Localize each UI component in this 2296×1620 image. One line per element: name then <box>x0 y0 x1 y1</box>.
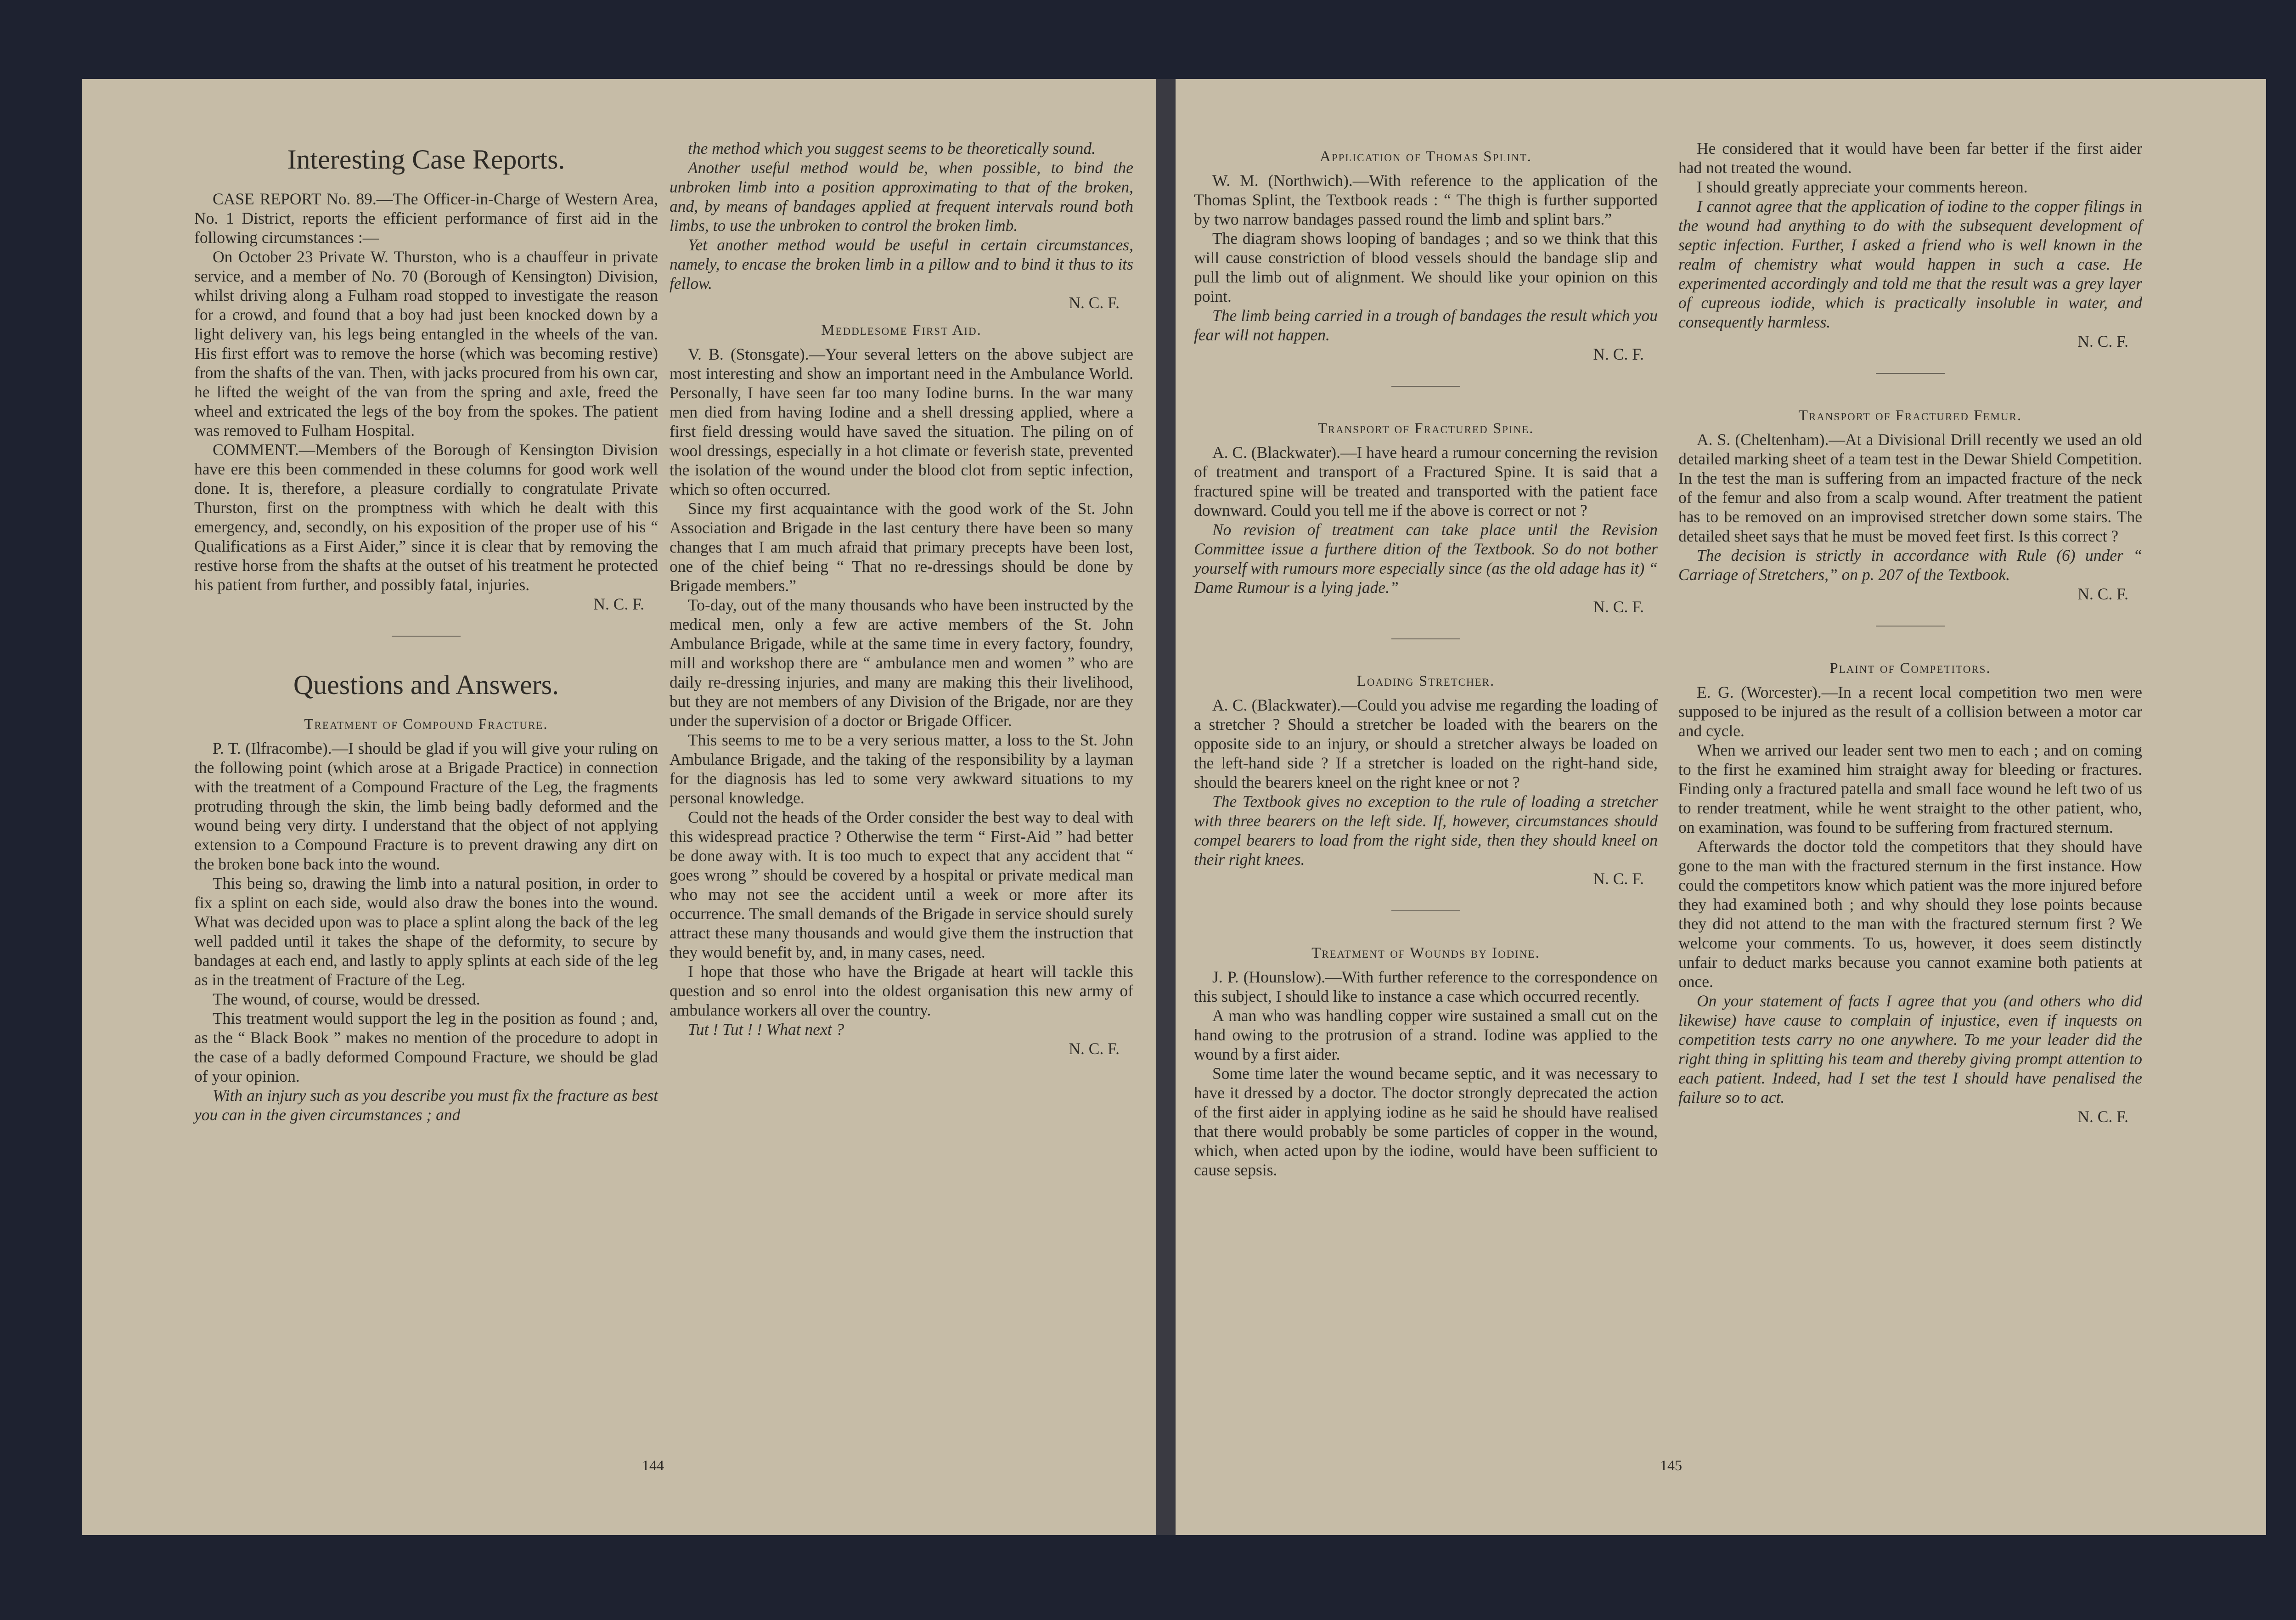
paragraph: He considered that it would have been far better if the first aider had not treated the wound. <box>1678 139 2142 177</box>
article-heading: Transport of Fractured Spine. <box>1317 420 1534 437</box>
paragraph: A. S. (Cheltenham).—At a Divisional Drill recently we used an old detailed marking sheet of a team test in the Dewar Shield Competition. In the test the man is suffering from an impacted fracture of the neck of the femur and also from a scalp wound. After treatment the patient has to be removed on an improvised stretcher down some stairs. The detailed sheet says that he must be moved feet first. Is this correct ? <box>1678 430 2142 545</box>
editor-signature: N. C. F. <box>593 595 644 613</box>
editor-signature: N. C. F. <box>1593 345 1644 363</box>
editor-reply: With an injury such as you describe you must fix the fracture as best you can in the given circumstances ; and <box>194 1086 658 1124</box>
left-column-1 <box>194 139 658 1124</box>
editor-reply: I cannot agree that the application of iodine to the copper filings in the wound had anything to do with the subsequent development of septic infection. Further, I asked a friend who is well known in the realm of chemistry what would happen in such a case. He experimented accordingly and told me that the result was a grey layer of cupreous iodide, which is practically insoluble in water, and consequently harmless. <box>1678 197 2142 331</box>
section-divider <box>1391 638 1460 639</box>
paragraph: Afterwards the doctor told the competitors that they should have gone to the man with the fractured sternum in the first instance. How could the competitors know which patient was the more injured before they had examined both ; and why should they lose points because they did not attend to the man with the fractured sternum first ? We welcome your comments. To us, however, it does seem distinctly unfair to deduct marks because you cannot examine both patients at once. <box>1678 837 2142 991</box>
editor-reply: the method which you suggest seems to be theoretically sound. <box>688 139 1096 158</box>
paragraph: To-day, out of the many thousands who have been instructed by the medical men, only a few are active members of the St. John Ambulance Brigade, while at the same time in every factory, foundry, mill and workshop there are “ ambulance men and women ” who are daily re-dressing injuries, and many are making this their livelihood, but they are not members of any Division of the Brigade, nor are they under the supervision of a doctor or Brigade Officer. <box>670 596 1133 730</box>
article-heading: Treatment of Wounds by Iodine. <box>1311 945 1540 961</box>
page-number-right: 145 <box>1660 1457 1682 1473</box>
editor-reply: Another useful method would be, when possible, to bind the unbroken limb into a position approximating to that of the broken, and, by means of bandages applied at frequent intervals round both limbs, to use the unbroken to control the broken limb. <box>670 158 1133 235</box>
paragraph: Could not the heads of the Order consider the best way to deal with this widespread practice ? Otherwise the term “ First-Aid ” had better be done away with. It is too much to expect that any accident that “ goes wrong ” should be covered by a hospital or private medical man who may not see the accident until a week or more after its occurrence. The small demands of the Brigade in service should surely attract these many thousands and would give them the instruction that they would benefit by, and, in many cases, need. <box>670 808 1133 961</box>
paragraph: On October 23 Private W. Thurston, who is a chauffeur in private service, and a member of No. 70 (Borough of Kensington) Division, whilst driving along a Fulham road stopped to investigate the reason for a crowd, and found that a boy had just been knocked down by a light delivery van, his legs being entangled in the wheels of the van. His first effort was to remove the horse (which was becoming restive) from the shafts of the van. Then, with jacks procured from his own car, he lifted the weight of the van from the spring and axle, freed the wheel and extricated the legs of the boy from the spokes. The patient was removed to Fulham Hospital. <box>194 248 658 440</box>
paragraph: The diagram shows looping of bandages ; and so we think that this will cause constriction of blood vessels should the bandage slip and pull the limb out of alignment. We should like your opinion on this point. <box>1194 229 1658 305</box>
section-heading: Questions and Answers. <box>293 670 559 700</box>
book-gutter <box>1156 79 1176 1535</box>
section-divider <box>1876 373 1945 374</box>
section-divider <box>1391 386 1460 387</box>
right-column-1 <box>1194 139 1658 1180</box>
editor-signature: N. C. F. <box>1593 869 1644 888</box>
paragraph: I hope that those who have the Brigade at heart will tackle this question and so enrol into the oldest organisation this new army of ambulance workers all over the country. <box>670 962 1133 1019</box>
editor-reply: The Textbook gives no exception to the rule of loading a stretcher with three bearers on the left side. If, however, circumstances should compel bearers to load from the right side, then they should kneel on their right knees. <box>1194 792 1658 869</box>
right-column-2 <box>1678 139 2142 1126</box>
paragraph: W. M. (Northwich).—With reference to the application of the Thomas Splint, the Textbook reads : “ The thigh is further supported by two narrow bandages passed round the limb and splint bars.” <box>1194 171 1658 228</box>
paragraph: When we arrived our leader sent two men to each ; and on coming to the first he examined him straight away for bleeding or fractures. Finding only a fractured patella and small face wound he left two of us to render treatment, while he went straight to the other patient, who, on examination, was found to be suffering from fractured sternum. <box>1678 741 2142 836</box>
editor-signature: N. C. F. <box>2077 332 2128 350</box>
paragraph: J. P. (Hounslow).—With further reference to the correspondence on this subject, I should like to instance a case which occurred recently. <box>1194 968 1658 1005</box>
paragraph: A man who was handling copper wire sustained a small cut on the hand owing to the protrusion of a strand. Iodine was applied to the wound by a first aider. <box>1194 1006 1658 1063</box>
editor-signature: N. C. F. <box>1593 598 1644 616</box>
article-heading: Plaint of Competitors. <box>1829 660 1991 677</box>
paragraph: Since my first acquaintance with the good work of the St. John Association and Brigade in the last century there have been so many changes that I am much afraid that primary precepts have been lost, one of the chief being “ That no re-dressings should be done by Brigade members.” <box>670 499 1133 595</box>
article-heading: Loading Stretcher. <box>1356 673 1495 689</box>
paragraph: This treatment would support the leg in the position as found ; and, as the “ Black Book ” makes no mention of the procedure to adopt in the case of a badly deformed Compound Fracture, we should be glad of your opinion. <box>194 1009 658 1085</box>
paragraph: A. C. (Blackwater).—Could you advise me regarding the loading of a stretcher ? Should a stretcher be loaded with the bearers on the opposite side to an injury, or should a stretcher always be loaded on the left-hand side ? If a stretcher is loaded on the right-hand side, should the bearers kneel on the right knee or not ? <box>1194 696 1658 791</box>
editor-signature: N. C. F. <box>2077 1107 2128 1126</box>
page-number-left: 144 <box>642 1457 664 1473</box>
right-page <box>1176 79 2266 1535</box>
article-heading: Treatment of Compound Fracture. <box>304 716 548 733</box>
editor-signature: N. C. F. <box>2077 585 2128 603</box>
editor-reply: The decision is strictly in accordance with Rule (6) under “ Carriage of Stretchers,” on p. 207 of the Textbook. <box>1678 546 2142 584</box>
editor-reply: On your statement of facts I agree that you (and others who did likewise) have cause to complain of injustice, even if inquests on competition tests carry no one anywhere. To me your leader did the right thing in splitting his team and thereby giving prompt attention to each patient. Indeed, had I set the test I should have penalised the failure so to act. <box>1678 992 2142 1106</box>
paragraph: This being so, drawing the limb into a natural position, in order to fix a splint on each side, would also draw the bones into the wound. What was decided upon was to place a splint along the back of the leg well padded until it takes the shape of the deformity, to secure by bandages at each end, and lastly to apply splints at each side of the leg as in the treatment of Fracture of the Leg. <box>194 874 658 989</box>
editor-reply: The limb being carried in a trough of bandages the result which you fear will not happen. <box>1194 306 1658 344</box>
article-heading: Transport of Fractured Femur. <box>1798 407 2022 424</box>
editor-reply: Yet another method would be useful in certain circumstances, namely, to encase the broken limb in a pillow and to bind it thus to its fellow. <box>670 236 1133 293</box>
paragraph: I should greatly appreciate your comments hereon. <box>1697 178 2028 196</box>
left-page <box>82 79 1156 1535</box>
editor-reply: No revision of treatment can take place until the Revision Committee issue a furthere dition of the Textbook. So do not bother yourself with rumours more especially since (as the old adage has it) “ Dame Rumour is a lying jade.” <box>1194 520 1658 597</box>
paragraph: A. C. (Blackwater).—I have heard a rumour concerning the revision of treatment and transport of a Fractured Spine. It is said that a fractured spine will be treated and transported with the patient face downward. Could you tell me if the above is correct or not ? <box>1194 443 1658 519</box>
editor-reply: Tut ! Tut ! ! What next ? <box>688 1020 844 1039</box>
section-divider <box>1876 626 1945 627</box>
paragraph: COMMENT.—Members of the Borough of Kensington Division have ere this been commended in these columns for good work well done. It is, therefore, a pleasure cordially to congratulate Private Thurston, first on the promptness with which he dealt with this emergency, and, secondly, on his exposition of the proper use of his “ Qualifications as a First Aider,” since it is clear that by removing the restive horse from the shafts at the outset of his treatment he protected his patient from further, and possibly fatal, injuries. <box>194 440 658 594</box>
paragraph: V. B. (Stonsgate).—Your several letters on the above subject are most interesting and show an important need in the Ambulance World. Personally, I have seen far too many Iodine burns. In the war many men died from having Iodine and a shell dressing applied, where a first field dressing would have saved the situation. The piling on of wool dressings, especially in a hot climate or feverish state, prevented the isolation of the wound under the blood clot from septic infection, which so often occurred. <box>670 345 1133 498</box>
paragraph: This seems to me to be a very serious matter, a loss to the St. John Ambulance Brigade, and the taking of the responsibility by a layman for the diagnosis has led to some very awkward situations to my personal knowledge. <box>670 731 1133 807</box>
editor-signature: N. C. F. <box>1069 1039 1120 1058</box>
paragraph: E. G. (Worcester).—In a recent local competition two men were supposed to be injured as the result of a collision between a motor car and cycle. <box>1678 683 2142 740</box>
article-heading: Application of Thomas Splint. <box>1320 148 1532 165</box>
editor-signature: N. C. F. <box>1069 294 1120 312</box>
section-divider <box>1391 910 1460 911</box>
paragraph: CASE REPORT No. 89.—The Officer-in-Charge of Western Area, No. 1 District, reports the efficient performance of first aid in the following circumstances :— <box>194 190 658 247</box>
paragraph: The wound, of course, would be dressed. <box>213 990 480 1008</box>
left-column-2 <box>670 139 1133 1058</box>
section-divider <box>392 636 461 637</box>
paragraph: Some time later the wound became septic, and it was necessary to have it dressed by a doctor. The doctor strongly deprecated the action of the first aider in applying iodine as he said he should have realised that there would probably be some particles of copper in the wound, which, when acted upon by the iodine, would have been sufficient to cause sepsis. <box>1194 1064 1658 1179</box>
paragraph: P. T. (Ilfracombe).—I should be glad if you will give your ruling on the following point (which arose at a Brigade Practice) in connection with the treatment of a Compound Fracture of the Leg, the fragments protruding through the skin, the limb being badly deformed and the wound being very dirty. I understand that the object of not applying extension to a Compound Fracture is to prevent drawing any dirt on the broken bone back into the wound. <box>194 739 658 873</box>
article-heading: Meddlesome First Aid. <box>821 322 982 339</box>
section-heading: Interesting Case Reports. <box>287 144 565 175</box>
